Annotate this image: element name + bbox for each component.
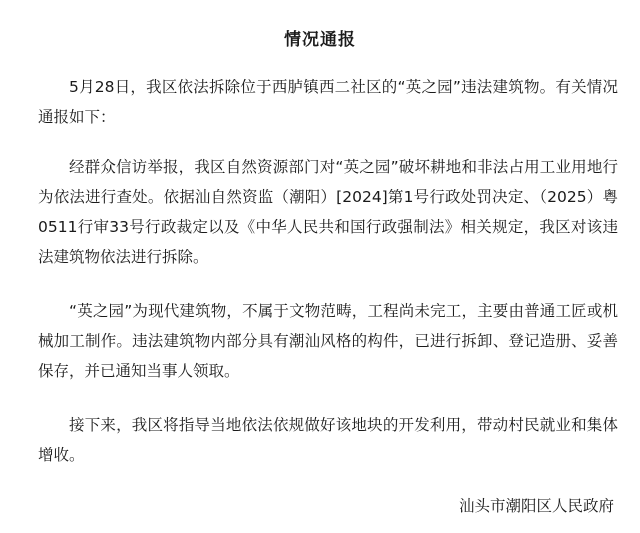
- document-title: 情况通报: [284, 30, 356, 50]
- paragraph-building-details: “英之园”为现代建筑物，不属于文物范畴，工程尚未完工，主要由普通工匠或机械加工制作。违法建筑物内部分具有潮汕风格的构件，已进行拆卸、登记造册、妥善保存，并已通知当事人领取。: [38, 302, 618, 380]
- paragraph-investigation: 经群众信访举报，我区自然资源部门对“英之园”破坏耕地和非法占用工业用地行为依法进行查处。依据汕自然资监（潮阳）[2024]第1号行政处罚决定、（2025）粤0511行审33号行政裁定以及《中华人民共和国行政强制法》相关规定，我区对该违法建筑物依法进行拆除。: [38, 158, 618, 266]
- paragraph-next-steps: 接下来，我区将指导当地依法依规做好该地块的开发利用，带动村民就业和集体增收。: [38, 416, 618, 464]
- issuer-signature: 汕头市潮阳区人民政府: [458, 497, 614, 515]
- paragraph-intro: 5月28日，我区依法拆除位于西胪镇西二社区的“英之园”违法建筑物。有关情况通报如下：: [38, 78, 618, 126]
